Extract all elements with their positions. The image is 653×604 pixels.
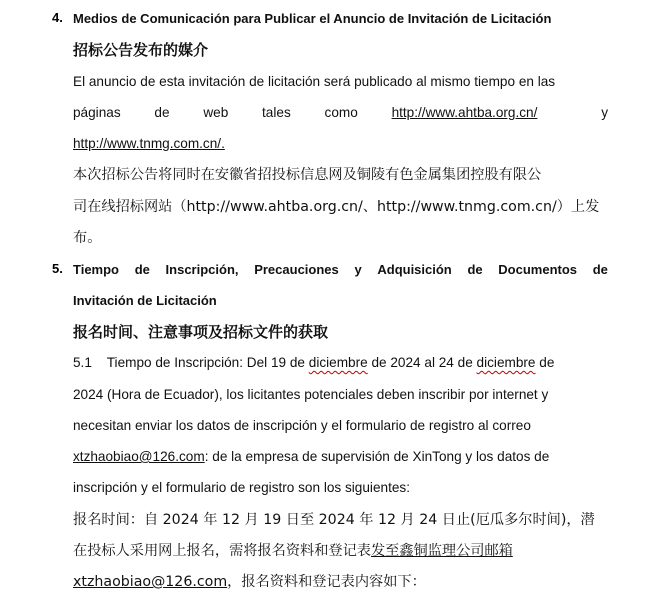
email-address[interactable]: xtzhaobiao@126.com (73, 449, 205, 464)
text-run: ，报名资料和登记表内容如下： (227, 574, 426, 590)
ahtba-link[interactable]: http://www.ahtba.org.cn/ (391, 105, 538, 120)
underlined-text-run: 发至鑫铜监理公司邮箱 (370, 543, 513, 559)
section-5-chinese-line-2 (73, 541, 608, 561)
section-5-title-line-1 (73, 260, 608, 280)
word: de (592, 262, 608, 277)
word: Tiempo (73, 262, 119, 277)
section-4-chinese-line-2: 司在线招标网站（http://www.ahtba.org.cn/、http://www.tnmg.com.cn/）上发 (73, 199, 600, 215)
word: como (324, 105, 358, 120)
section-4-paragraph-line-1: El anuncio de esta invitación de licitación será publicado al mismo tiempo en las (73, 74, 556, 89)
section-4-chinese-line-3: 布。 (73, 230, 102, 246)
section-5-1-line-4 (73, 447, 608, 467)
section-5-1-line-5: inscripción y el formulario de registro son los siguientes: (73, 480, 410, 495)
word: de (134, 262, 150, 277)
word: Precauciones (254, 262, 339, 277)
text-run: de (535, 355, 555, 370)
word: de (467, 262, 483, 277)
word: y (601, 105, 608, 120)
word: y (354, 262, 362, 277)
word: tales (262, 105, 291, 120)
section-5-title-line-2: Invitación de Licitación (73, 293, 217, 308)
section-5-chinese-title: 报名时间、注意事项及招标文件的获取 (73, 323, 329, 341)
text-run: 在投标人采用网上报名，需将报名资料和登记表 (73, 543, 371, 559)
section-5-1-line-1 (73, 353, 608, 373)
word: páginas (73, 105, 121, 120)
text-run: : de la empresa de supervisión de XinTong y los datos de (204, 449, 550, 464)
tnmg-link[interactable]: http://www.tnmg.com.cn/. (73, 136, 225, 151)
word: Adquisición (377, 262, 452, 277)
text-run: 5.1 Tiempo de Inscripción: Del 19 de (73, 355, 309, 370)
section-5-1-line-3: necesitan enviar los datos de inscripción y el formulario de registro al correo (73, 418, 531, 433)
section-4-paragraph-line-2 (73, 103, 608, 123)
section-5-chinese-line-3 (73, 572, 608, 592)
section-4-chinese-line-1: 本次招标公告将同时在安徽省招投标信息网及铜陵有色金属集团控股有限公 (73, 167, 542, 183)
word: Documentos (498, 262, 578, 277)
word: de (154, 105, 170, 120)
section-5-1-line-2: 2024 (Hora de Ecuador), los licitantes potenciales deben inscribir por internet y (73, 387, 549, 402)
section-4-number: 4. (52, 10, 63, 25)
section-5-number: 5. (52, 261, 63, 276)
email-address[interactable]: xtzhaobiao@126.com (73, 574, 228, 590)
section-4-title: Medios de Comunicación para Publicar el Anuncio de Invitación de Licitación (73, 11, 552, 26)
section-4-paragraph-line-3 (73, 134, 608, 154)
spellcheck-word: diciembre (308, 355, 368, 370)
word: Inscripción, (165, 262, 239, 277)
spellcheck-word: diciembre (476, 355, 536, 370)
word: web (203, 105, 229, 120)
section-5-chinese-line-1: 报名时间：自 2024 年 12 月 19 日至 2024 年 12 月 24 日止(厄瓜多尔时间)，潜 (73, 512, 595, 528)
text-run: de 2024 al 24 de (367, 355, 477, 370)
section-4-chinese-title: 招标公告发布的媒介 (73, 41, 209, 59)
